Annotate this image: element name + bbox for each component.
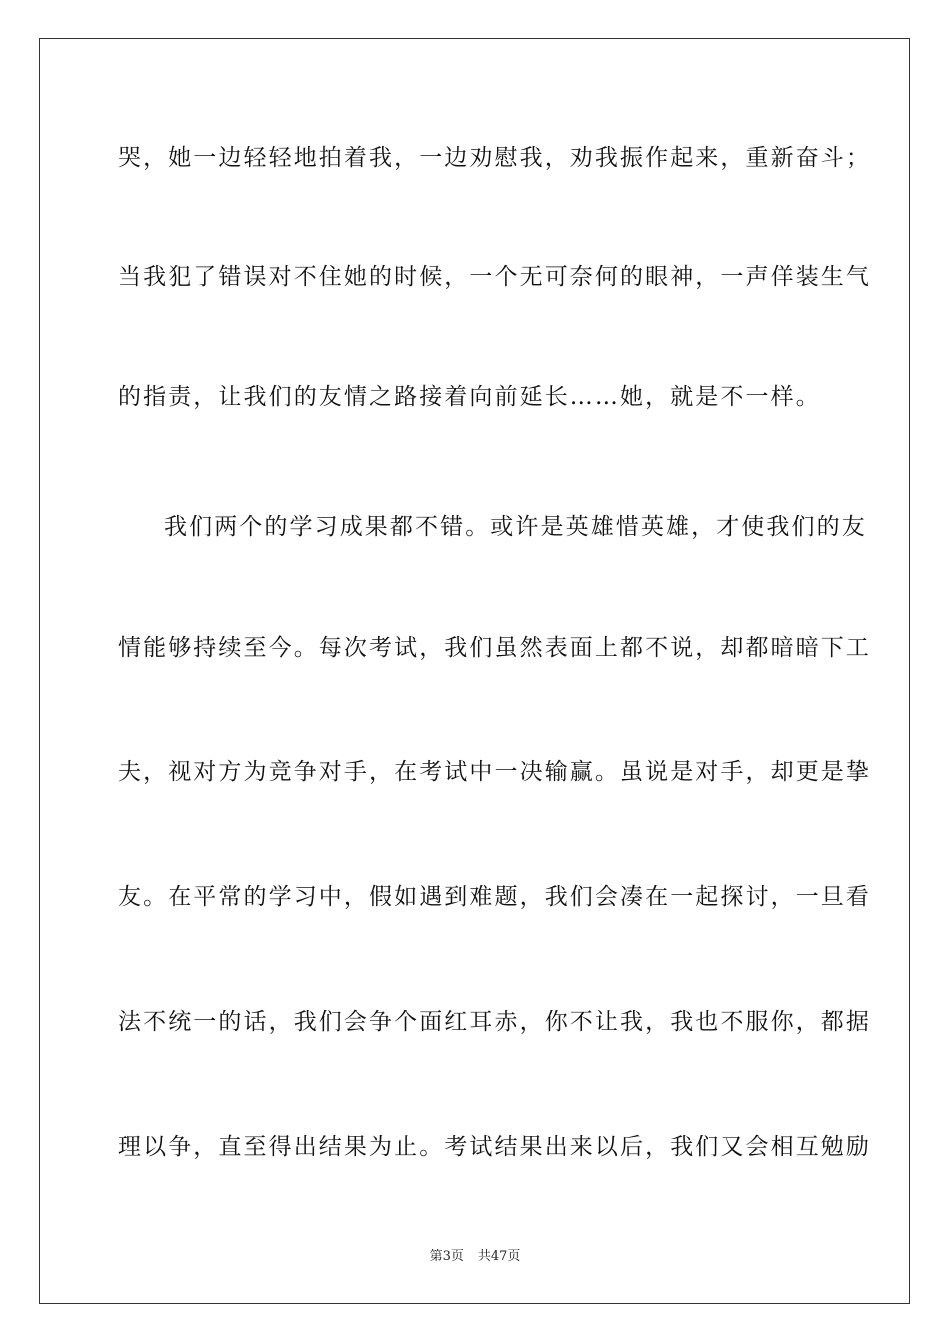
page-footer — [0, 1248, 950, 1266]
paragraph-line-1: 哭，她一边轻轻地拍着我，一边劝慰我，劝我振作起来，重新奋斗； — [118, 145, 871, 171]
paragraph-line-2: 当我犯了错误对不住她的时候，一个无可奈何的眼神，一声佯装生气 — [118, 264, 871, 290]
total-pages: 共47页 — [477, 1249, 521, 1264]
paragraph-line-3: 的指责，让我们的友情之路接着向前延长……她，就是不一样。 — [118, 384, 821, 410]
page-border — [39, 38, 910, 1304]
paragraph-line-8: 法不统一的话，我们会争个面红耳赤，你不让我，我也不服你，都据 — [118, 1009, 871, 1035]
paragraph-line-4: 我们两个的学习成果都不错。或许是英雄惜英雄，才使我们的友 — [164, 514, 867, 540]
paragraph-line-6: 夫，视对方为竞争对手，在考试中一决输赢。虽说是对手，却更是挚 — [118, 759, 871, 785]
paragraph-line-5: 情能够持续至今。每次考试，我们虽然表面上都不说，却都暗暗下工 — [118, 635, 871, 661]
paragraph-line-7: 友。在平常的学习中，假如遇到难题，我们会凑在一起探讨，一旦看 — [118, 884, 871, 910]
page-number: 第3页 — [429, 1249, 464, 1264]
paragraph-line-9: 理以争，直至得出结果为止。考试结果出来以后，我们又会相互勉励 — [118, 1134, 871, 1160]
